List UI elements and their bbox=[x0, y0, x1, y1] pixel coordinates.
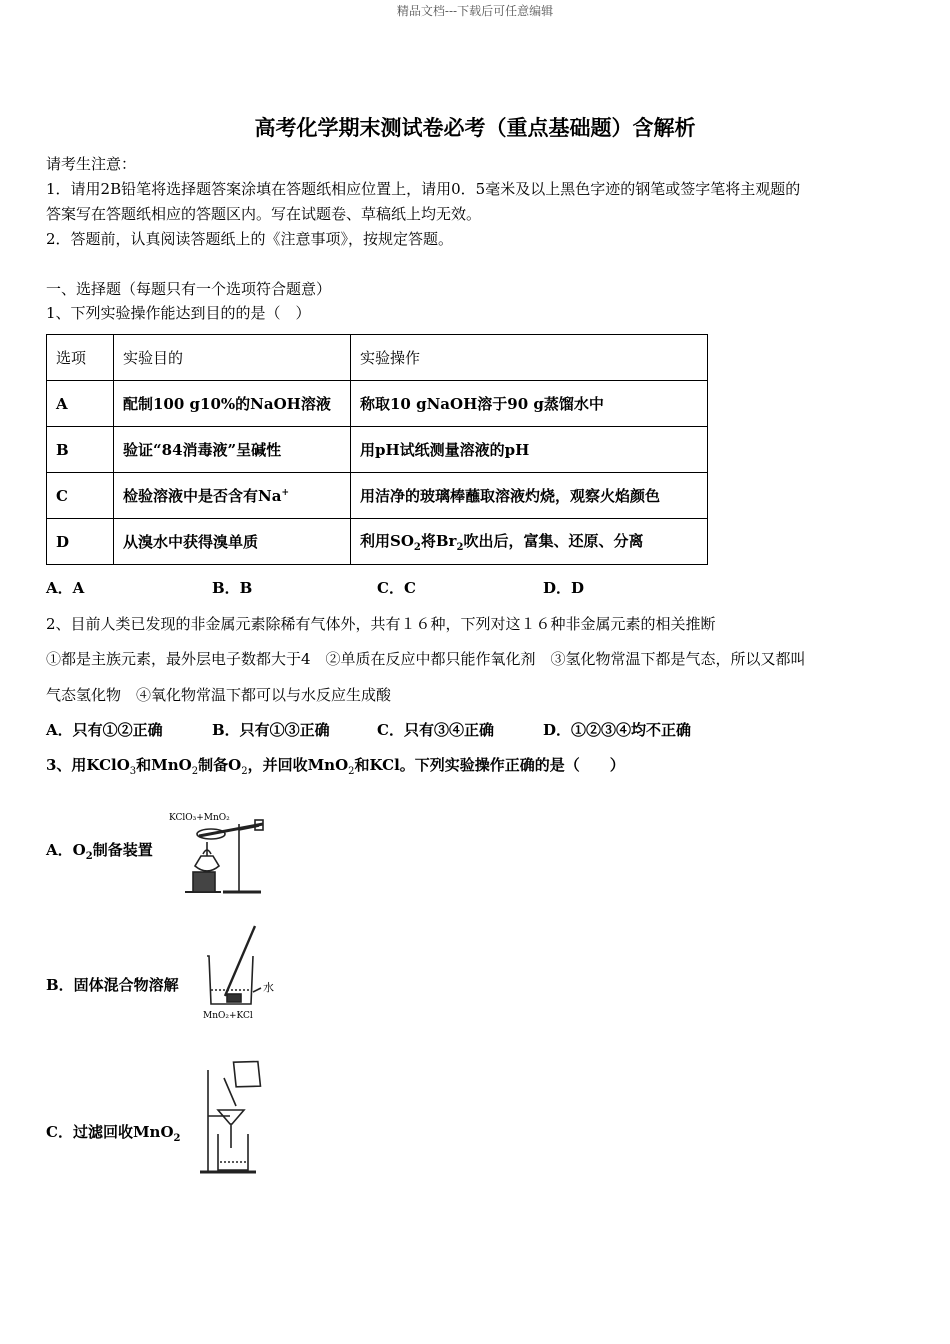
table-cell-operation: 称取10 gNaOH溶于90 g蒸馏水中 bbox=[351, 381, 708, 427]
table-cell-purpose: 从溴水中获得溴单质 bbox=[114, 519, 351, 565]
subscript: 2 bbox=[348, 766, 355, 777]
q3-option-c-label bbox=[46, 1121, 180, 1144]
question-3-stem bbox=[46, 754, 625, 777]
dissolving-beaker-figure bbox=[197, 922, 287, 1022]
stem-text: 和KCl。下列实验操作正确的是（ ） bbox=[354, 756, 625, 774]
oxygen-preparation-apparatus-figure bbox=[163, 806, 278, 901]
q1-choice-b: B．B bbox=[212, 579, 253, 597]
subscript: 2 bbox=[413, 542, 421, 553]
q2-choice-a: A．只有①②正确 bbox=[46, 721, 163, 739]
document-title: 高考化学期末测试卷必考（重点基础题）含解析 bbox=[254, 116, 696, 140]
q1-choice-c: C．C bbox=[377, 579, 416, 597]
subscript: 2 bbox=[85, 851, 93, 862]
superscript: + bbox=[281, 488, 289, 498]
table-cell-operation: 用pH试纸测量溶液的pH bbox=[351, 427, 708, 473]
table-row bbox=[47, 473, 708, 519]
table-row bbox=[47, 381, 708, 427]
notice-item-2: 2．答题前，认真阅读答题纸上的《注意事项》，按规定答题。 bbox=[46, 230, 454, 248]
table-cell-option: C bbox=[47, 473, 114, 519]
stem-text: ，并回收MnO bbox=[247, 756, 349, 774]
stem-text: 和MnO bbox=[136, 756, 192, 774]
table-cell-option: A bbox=[47, 381, 114, 427]
table-row bbox=[47, 427, 708, 473]
question-2-line-2: ①都是主族元素，最外层电子数都大于4 ②单质在反应中都只能作氧化剂 ③氢化物常温下都是气态，所以又都叫 bbox=[46, 650, 806, 668]
table-cell-purpose: 验证“84消毒液”呈碱性 bbox=[114, 427, 351, 473]
question-2-line-3: 气态氢化物 ④氧化物常温下都可以与水反应生成酸 bbox=[46, 686, 392, 704]
operation-text: 利用SO bbox=[360, 532, 414, 550]
q1-choice-a: A．A bbox=[46, 579, 85, 597]
option-text: C．过滤回收MnO bbox=[46, 1123, 174, 1141]
subscript: 2 bbox=[173, 1133, 181, 1144]
table-cell-option: D bbox=[47, 519, 114, 565]
operation-text: 吹出后，富集、还原、分离 bbox=[463, 532, 644, 550]
purpose-text: 检验溶液中是否含有Na bbox=[123, 487, 282, 505]
question-1-table bbox=[46, 334, 708, 565]
q2-choice-b: B．只有①③正确 bbox=[212, 721, 330, 739]
table-header-row bbox=[47, 335, 708, 381]
question-1-stem: 1、下列实验操作能达到目的的是（ ） bbox=[46, 304, 311, 322]
q2-choice-d: D．①②③④均不正确 bbox=[543, 721, 692, 739]
q1-choice-d: D．D bbox=[543, 579, 585, 597]
filtration-apparatus-figure bbox=[196, 1058, 276, 1180]
q3-option-a-label bbox=[46, 839, 153, 862]
table-cell-option: B bbox=[47, 427, 114, 473]
q3-option-b-label: B．固体混合物溶解 bbox=[46, 976, 179, 994]
option-text: A．O bbox=[46, 841, 86, 859]
page-header: 精品文档---下载后可任意编辑 bbox=[396, 4, 554, 18]
subscript: 2 bbox=[241, 766, 248, 777]
figure-label: MnO₂+KCl bbox=[203, 1011, 253, 1021]
notice-item-1-line-2: 答案写在答题纸相应的答题区内。写在试题卷、草稿纸上均无效。 bbox=[46, 205, 482, 223]
stem-text: 制备O bbox=[198, 756, 242, 774]
subscript: 2 bbox=[456, 542, 464, 553]
table-row bbox=[47, 519, 708, 565]
stem-text: 3、用KClO bbox=[46, 756, 130, 774]
notice-heading: 请考生注意： bbox=[46, 155, 137, 173]
figure-label: KClO₃+MnO₂ bbox=[169, 813, 230, 823]
table-cell-purpose bbox=[114, 473, 351, 519]
subscript: 3 bbox=[129, 766, 137, 777]
q2-choice-c: C．只有③④正确 bbox=[377, 721, 494, 739]
table-header-cell: 实验目的 bbox=[114, 335, 351, 381]
table-cell-operation bbox=[351, 519, 708, 565]
table-cell-purpose: 配制100 g10%的NaOH溶液 bbox=[114, 381, 351, 427]
section-heading: 一、选择题（每题只有一个选项符合题意） bbox=[46, 280, 332, 298]
table-header-cell: 实验操作 bbox=[351, 335, 708, 381]
question-2-line-1: 2、目前人类已发现的非金属元素除稀有气体外，共有１６种，下列对这１６种非金属元素的相关推断 bbox=[46, 615, 716, 633]
option-text: 制备装置 bbox=[92, 841, 153, 859]
table-cell-operation: 用洁净的玻璃棒蘸取溶液灼烧，观察火焰颜色 bbox=[351, 473, 708, 519]
table-header-cell: 选项 bbox=[47, 335, 114, 381]
operation-text: 将Br bbox=[420, 532, 457, 550]
notice-item-1-line-1: 1．请用2B铅笔将选择题答案涂填在答题纸相应位置上，请用0．5毫米及以上黑色字迹的钢笔或签字笔将主观题的 bbox=[46, 180, 801, 198]
water-label: 水 bbox=[263, 981, 274, 994]
subscript: 2 bbox=[191, 766, 199, 777]
